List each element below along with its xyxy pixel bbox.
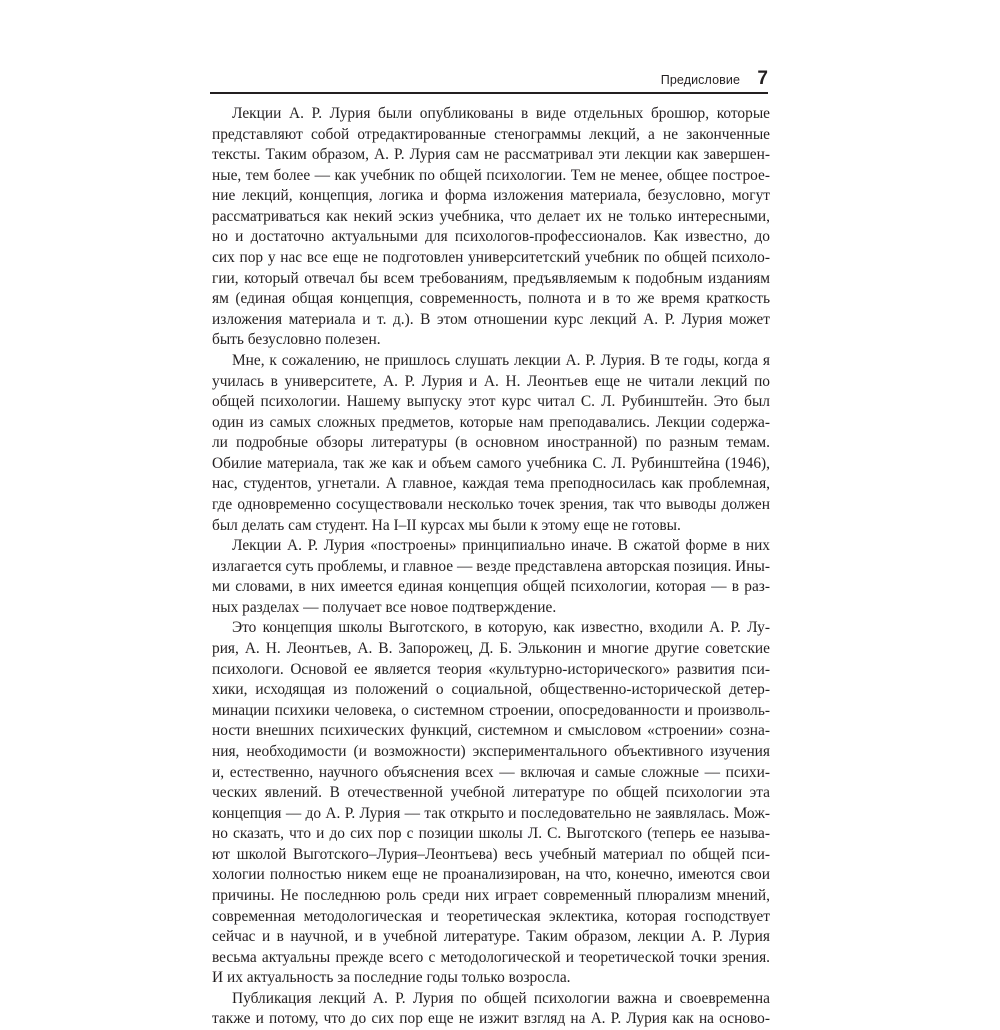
text-line: Лекции А. Р. Лурия были опубликованы в виде отдельных брошюр, которые (232, 105, 770, 122)
text-line: также и потому, что до сих пор еще не изжит взгляд на А. Р. Лурия как на осново- (212, 1010, 770, 1028)
text-line: ми словами, в них имеется единая концепция общей психологии, которая — в раз- (212, 578, 770, 596)
text-line: Публикация лекций А. Р. Лурия по общей психологии важна и своевременна (232, 989, 770, 1007)
text-line: ние лекций, концепция, логика и форма изложения материала, безусловно, могут (212, 187, 770, 205)
paragraph (212, 536, 770, 618)
text-line: Обилие материала, так же как и объем самого учебника С. Л. Рубинштейна (1946), (212, 454, 770, 472)
text-line: современная методологическая и теоретическая эклектика, которая господствует (212, 907, 770, 925)
paragraph (212, 104, 770, 351)
text-line: И их актуальность за последние годы только возросла. (212, 969, 571, 987)
text-line: сейчас и в научной, и в учебной литературе. Таким образом, лекции А. Р. Лурия (212, 928, 770, 946)
running-head (210, 66, 768, 94)
text-line: хики, исходящая из положений о социальной, общественно-исторической детер- (212, 681, 770, 699)
body-text (212, 104, 770, 1030)
text-line: ческих явлений. В отечественной учебной литературе по общей психологии эта (212, 784, 770, 802)
text-line: тексты. Таким образом, А. Р. Лурия сам не рассматривал эти лекции как завершен- (212, 146, 770, 164)
text-line: психологи. Основой ее является теория «культурно-исторического» развития пси- (212, 660, 770, 678)
text-line: минации психики человека, о системном строении, опосредованности и произволь- (212, 701, 770, 719)
text-line: но сказать, что и до сих пор с позиции школы Л. С. Выготского (теперь ее называ- (212, 825, 770, 843)
text-line: был делать сам студент. На I–II курсах мы были к этому еще не готовы. (212, 516, 681, 534)
text-line: гии, который отвечал бы всем требованиям, предъявляемым к подобным изданиям (212, 269, 770, 287)
page-number: 7 (757, 68, 768, 89)
text-line: ли подробные обзоры литературы (в основном иностранной) по разным темам. (212, 434, 770, 452)
text-line: ям (единая общая концепция, современность, полнота и в то же время краткость (212, 290, 770, 308)
text-line: Мне, к сожалению, не пришлось слушать лекции А. Р. Лурия. В те годы, когда я (232, 351, 770, 369)
text-line: нас, студентов, угнетали. А главное, каждая тема преподносилась как проблемная, (212, 475, 770, 493)
text-line: излагается суть проблемы, и главное — везде представлена авторская позиция. Ины- (212, 557, 770, 575)
text-line: ных разделах — получает все новое подтверждение. (212, 598, 557, 616)
text-line: училась в университете, А. Р. Лурия и А. Н. Леонтьев еще не читали лекций по (212, 372, 770, 390)
text-line: ния, необходимости (и возможности) экспериментального объективного изучения (212, 742, 770, 760)
text-line: ют школой Выготского–Лурия–Леонтьева) весь учебный материал по общей пси- (212, 845, 770, 863)
text-line: ные, тем более — как учебник по общей психологии. Тем не менее, общее построе- (212, 166, 770, 184)
text-line: но и достаточно актуальными для психологов-профессионалов. Как известно, до (212, 228, 770, 246)
text-line: рассматриваться как некий эскиз учебника, что делает их не только интересными, (212, 207, 770, 225)
text-line: общей психологии. Нашему выпуску этот курс читал С. Л. Рубинштейн. Это был (212, 393, 770, 411)
text-line: хологии полностью никем еще не проанализирован, на что, конечно, имеются свои (212, 866, 770, 884)
text-line: и, естественно, научного объяснения всех — включая и самые сложные — психи- (212, 763, 770, 781)
paragraph (212, 989, 770, 1030)
text-line: где одновременно сосуществовали несколько точек зрения, так что выводы должен (212, 495, 770, 513)
text-line: рия, А. Н. Леонтьев, А. В. Запорожец, Д. Б. Эльконин и многие другие советские (212, 640, 770, 658)
text-line: один из самых сложных предметов, которые нам преподавались. Лекции содержа- (212, 413, 770, 431)
text-line: сих пор у нас все еще не подготовлен университетский учебник по общей психоло- (212, 249, 770, 267)
text-line: весьма актуальны прежде всего с методологической и теоретической точки зрения. (212, 948, 770, 966)
paragraph (212, 618, 770, 988)
text-line: концепция — до А. Р. Лурия — так открыто и последовательно не заявлялась. Мож- (212, 804, 770, 822)
text-line: представляют собой отредактированные стенограммы лекций, а не законченные (212, 125, 770, 143)
text-line: Лекции А. Р. Лурия «построены» принципиально иначе. В сжатой форме в них (232, 537, 770, 555)
paragraph (212, 351, 770, 536)
text-line: ности внешних психических функций, системном и смысловом «строении» созна- (212, 722, 770, 740)
text-line: причины. Не последнюю роль среди них играет современный плюрализм мнений, (212, 886, 770, 904)
running-title: Предисловие (660, 73, 740, 87)
text-line: изложения материала и т. д.). В этом отношении курс лекций А. Р. Лурия может (212, 310, 770, 328)
text-line: Это концепция школы Выготского, в которую, как известно, входили А. Р. Лу- (232, 619, 770, 637)
text-line: быть безусловно полезен. (212, 331, 381, 349)
